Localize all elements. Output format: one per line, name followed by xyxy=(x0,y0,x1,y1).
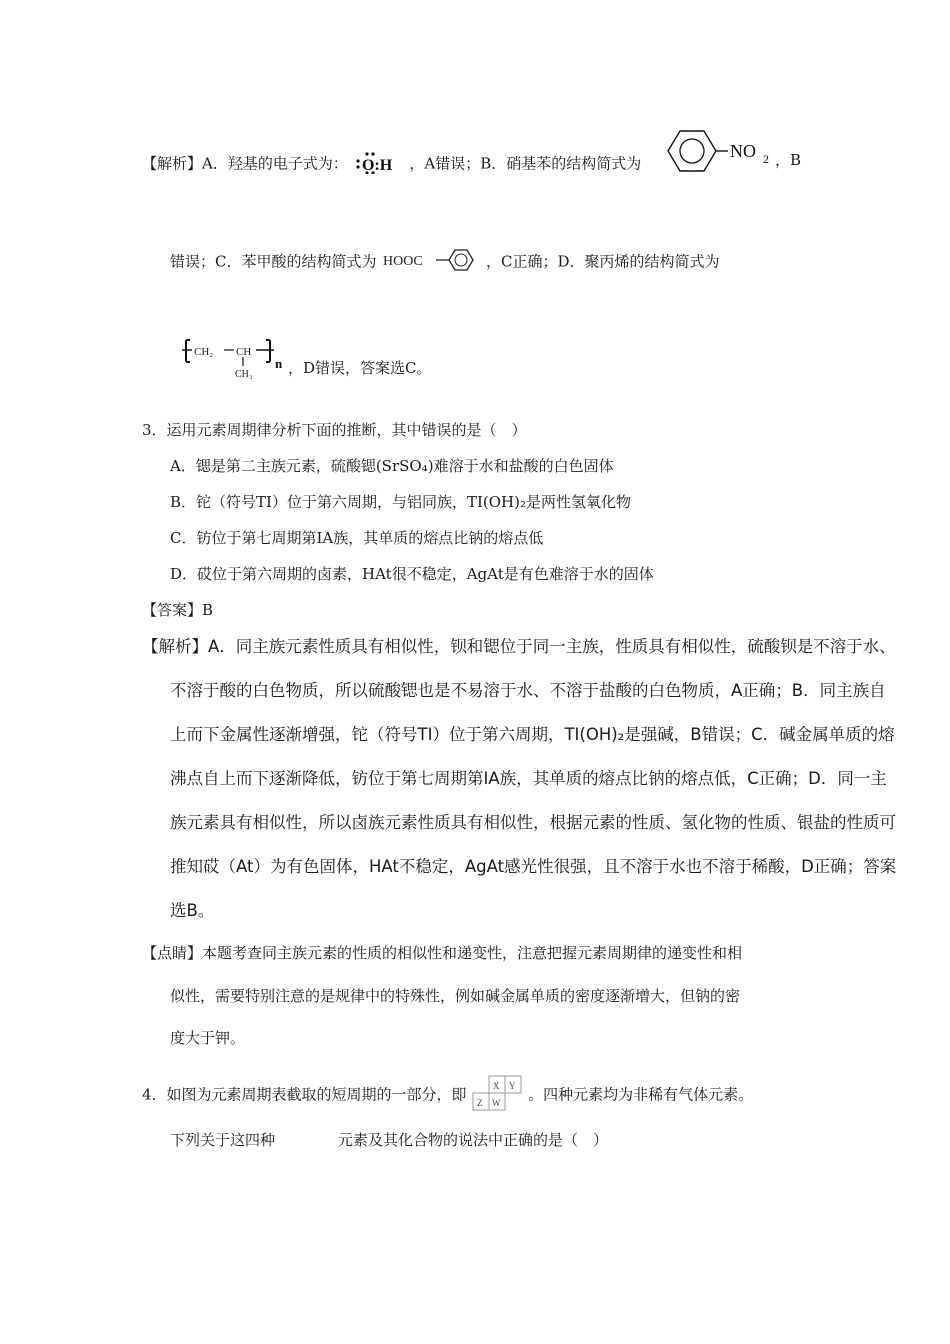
q3-analysis-line-6: 推知砹（At）为有色固体，HAt不稳定，AgAt感光性很强，且不溶于水也不溶于稀酸，D正确；答案 xyxy=(170,857,897,876)
cell-w: W xyxy=(492,1098,501,1108)
cell-z: Z xyxy=(477,1098,483,1108)
q3-analysis-line-1: 【解析】A．同主族元素性质具有相似性，钡和锶位于同一主族，性质具有相似性，硫酸钡是不溶于水、 xyxy=(142,637,896,656)
q3-option-d: D．砹位于第六周期的卤素，HAt很不稳定，AgAt是有色难溶于水的固体 xyxy=(170,565,654,583)
q4-stem-line-2a: 下列关于这四种 xyxy=(170,1131,276,1149)
q3-comment-line-1: 【点睛】本题考查同主族元素的性质的相似性和递变性，注意把握元素周期律的递变性和相 xyxy=(142,944,743,962)
q3-analysis-line-3: 上而下金属性逐渐增强，铊（符号TI）位于第六周期，TI(OH)₂是强碱，B错误；C．碱金属单质的熔 xyxy=(170,725,895,744)
no2-subscript: 2 xyxy=(763,152,769,166)
nitrobenzene-structure xyxy=(660,126,776,180)
q4-stem-line-1: 4．如图为元素周期表截取的短周期的一部分，即 X Y Z W 。四种元素均为非稀有气体元素。 xyxy=(142,1074,753,1117)
oh-formula-text: O:H xyxy=(361,157,392,174)
polypropylene-svg xyxy=(178,336,288,384)
periodic-table-grid xyxy=(471,1074,523,1112)
cell-x: X xyxy=(493,1081,500,1091)
q3-option-a: A．锶是第二主族元素，硫酸锶(SrSO₄)难溶于水和盐酸的白色固体 xyxy=(170,457,614,475)
hydroxyl-electron-formula xyxy=(353,150,405,179)
nitrobenzene-svg xyxy=(660,126,776,176)
no2-label: NO xyxy=(730,141,756,161)
benzoic-acid-structure xyxy=(381,246,481,279)
q3-option-c: C．钫位于第七周期第IA族，其单质的熔点比钠的熔点低 xyxy=(170,529,544,547)
q2-explanation-line-3: ，D错误，答案选C。 xyxy=(288,359,432,377)
q3-answer: 【答案】B xyxy=(142,601,214,619)
poly-ch3-label: CH₃ xyxy=(235,369,253,380)
q3-comment-line-3: 度大于钾。 xyxy=(170,1029,246,1047)
polypropylene-structure xyxy=(178,336,288,388)
periodic-table-fragment xyxy=(471,1074,523,1117)
q3-analysis-line-4: 沸点自上而下逐渐降低，钫位于第七周期第IA族，其单质的熔点比钠的熔点低，C正确；D．同一主 xyxy=(170,769,887,788)
benzoic-acid-svg xyxy=(381,246,481,274)
q3-comment-line-2: 似性，需要特别注意的是规律中的特殊性，例如碱金属单质的密度逐渐增大，但钠的密 xyxy=(170,987,741,1005)
explanation-tag: 【解析】 xyxy=(142,154,203,173)
q4-stem-line-2b: 元素及其化合物的说法中正确的是（ ） xyxy=(338,1131,609,1149)
poly-n-label: n xyxy=(275,356,283,371)
q2-explanation-line-1: 【解析】A．羟基的电子式为： O:H ，A错误；B．硝基苯的结构简式为 xyxy=(142,150,641,179)
q2-explanation-line-2: 错误；C．苯甲酸的结构简式为 HOOC ，C正确；D．聚丙烯的结构简式为 xyxy=(170,246,720,279)
poly-ch2-label: CH₂ xyxy=(194,346,214,358)
q3-option-b: B．铊（符号TI）位于第六周期，与铝同族，TI(OH)₂是两性氢氧化物 xyxy=(170,493,631,511)
q2-explanation-line-1-tail: ，B xyxy=(775,151,802,169)
poly-ch-label: CH xyxy=(236,346,252,358)
q3-analysis-line-5: 族元素具有相似性，所以卤族元素性质具有相似性，根据元素的性质、氢化物的性质、银盐的性质可 xyxy=(170,813,896,832)
q3-stem: 3．运用元素周期律分析下面的推断，其中错误的是（ ） xyxy=(142,421,527,439)
hydroxyl-dot-structure xyxy=(353,150,405,174)
hooc-label: HOOC xyxy=(383,254,423,269)
q3-analysis-line-7: 选B。 xyxy=(170,901,215,920)
q3-analysis-line-2: 不溶于酸的白色物质，所以硫酸锶也是不易溶于水、不溶于盐酸的白色物质，A正确；B．同主族自 xyxy=(170,681,886,700)
cell-y: Y xyxy=(509,1081,516,1091)
